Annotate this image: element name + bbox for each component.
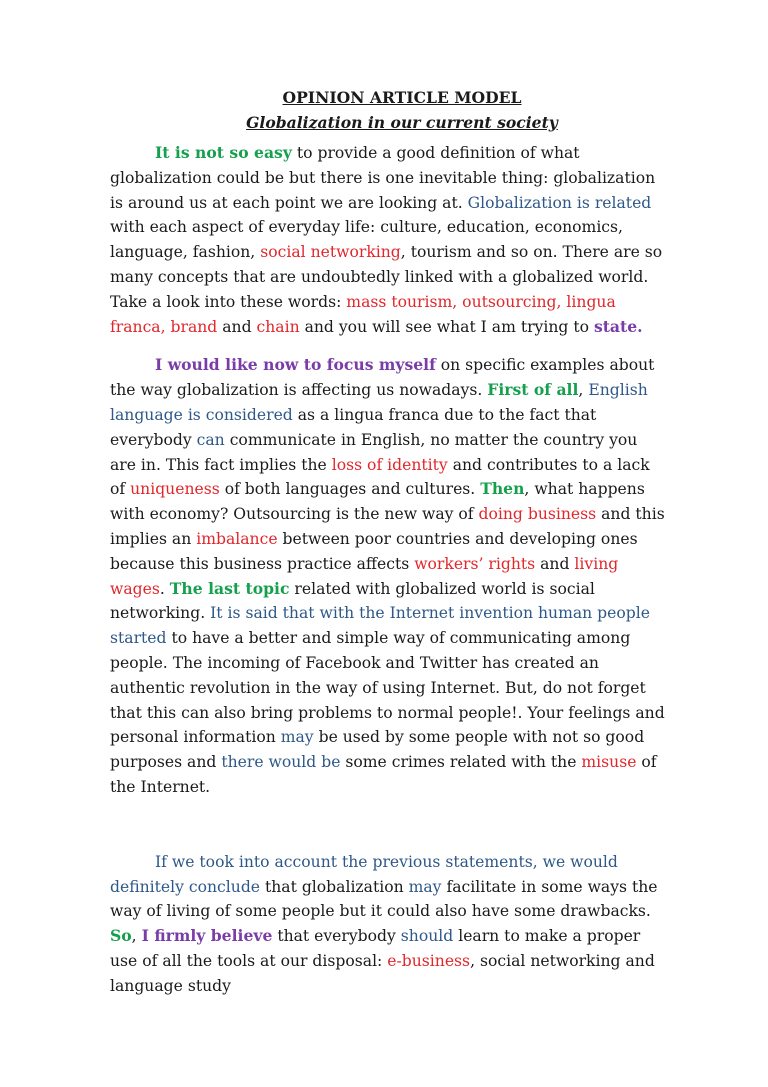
text-run: and — [535, 554, 575, 573]
highlight-red: imbalance — [196, 529, 278, 548]
article-title: OPINION ARTICLE MODEL — [282, 88, 522, 107]
text-run: as a lingua franca due to the fact that everybody — [110, 405, 597, 449]
text-run: be used by some people with not so good purposes and — [110, 728, 645, 772]
paragraph-introduction — [110, 141, 666, 339]
text-run: , — [131, 927, 142, 946]
highlight-green: Then — [480, 479, 525, 499]
highlight-blue: may — [408, 877, 442, 896]
highlight-green: It is not so easy — [155, 143, 292, 162]
highlight-red: mass tourism, outsourcing, lingua franca, brand — [110, 292, 616, 336]
text-run: to provide a good definition of what globalization could be but there is one inevitable thing: globalization is around us at each point we are looking at. — [110, 144, 656, 212]
highlight-purple: I would like now to focus myself — [155, 355, 436, 375]
text-run: related with globalized world is social networking. — [110, 579, 595, 623]
highlight-blue: If we took into account the previous statements, we would definitely conclude — [110, 852, 618, 896]
highlight-red: workers’ rights — [414, 554, 536, 573]
highlight-blue: can — [196, 430, 225, 449]
text-run: communicate in English, no matter the country you are in. This fact implies the — [110, 430, 638, 474]
article-subtitle: Globalization in our current society — [246, 113, 558, 132]
text-run: and — [217, 317, 257, 336]
text-run: facilitate in some ways the way of living of some people but it could also have some drawbacks. — [110, 877, 658, 921]
text-run: learn to make a proper use of all the tools at our disposal: — [110, 927, 641, 970]
text-run: and you will see what I am trying to — [299, 317, 594, 336]
text-run: with each aspect of everyday life: culture, education, economics, language, fashion, — [110, 218, 624, 262]
text-run: . — [159, 579, 170, 598]
highlight-red: e-business — [387, 951, 471, 970]
highlight-green: First of all — [487, 380, 579, 400]
text-run: of both languages and cultures. — [219, 480, 481, 499]
text-run: of the Internet. — [110, 753, 657, 796]
text-run: , what happens with economy? Outsourcing is the new way of — [110, 480, 645, 524]
text-run: to have a better and simple way of communicating among people. The incoming of Facebook and Twitter has created an authentic revolution in the way of using Internet. But, do not forget that this can also bring problems to normal people!. Your feelings and personal information — [110, 629, 665, 747]
text-run: , — [578, 381, 589, 400]
text-run: that globalization — [260, 877, 409, 896]
highlight-blue: there would be — [221, 753, 341, 772]
highlight-red: chain — [256, 317, 300, 336]
highlight-red: living wages — [110, 554, 619, 598]
highlight-blue: Globalization is related — [467, 193, 652, 212]
article-body — [110, 86, 666, 999]
text-run: , tourism and so on. There are so many concepts that are undoubtedly linked with a globalized world. Take a look into these words: — [110, 243, 663, 311]
highlight-purple: I firmly believe — [141, 926, 273, 946]
highlight-red: uniqueness — [130, 480, 220, 499]
text-run: on specific examples about the way globalization is affecting us nowadays. — [110, 356, 655, 400]
highlight-red: doing business — [478, 505, 597, 524]
highlight-red: social networking — [260, 243, 401, 262]
text-run: and this implies an — [110, 505, 665, 548]
highlight-blue: English language is considered — [110, 381, 648, 424]
highlight-blue: It is said that with the Internet invention human people started — [110, 604, 650, 648]
highlight-green: So — [110, 926, 132, 946]
highlight-blue: may — [280, 728, 314, 747]
paragraph-body — [110, 353, 666, 799]
text-run: and contributes to a lack of — [110, 455, 650, 499]
highlight-green: The last topic — [169, 578, 290, 598]
text-run: some crimes related with the — [340, 753, 582, 772]
highlight-blue: should — [400, 927, 454, 946]
highlight-purple: state. — [593, 316, 643, 336]
highlight-red: misuse — [581, 753, 637, 772]
text-run: that everybody — [272, 927, 401, 946]
paragraph-conclusion — [110, 850, 666, 999]
highlight-red: loss of identity — [331, 455, 448, 474]
text-run: between poor countries and developing ones because this business practice affects — [110, 529, 638, 573]
text-run: , social networking and language study — [110, 951, 655, 995]
